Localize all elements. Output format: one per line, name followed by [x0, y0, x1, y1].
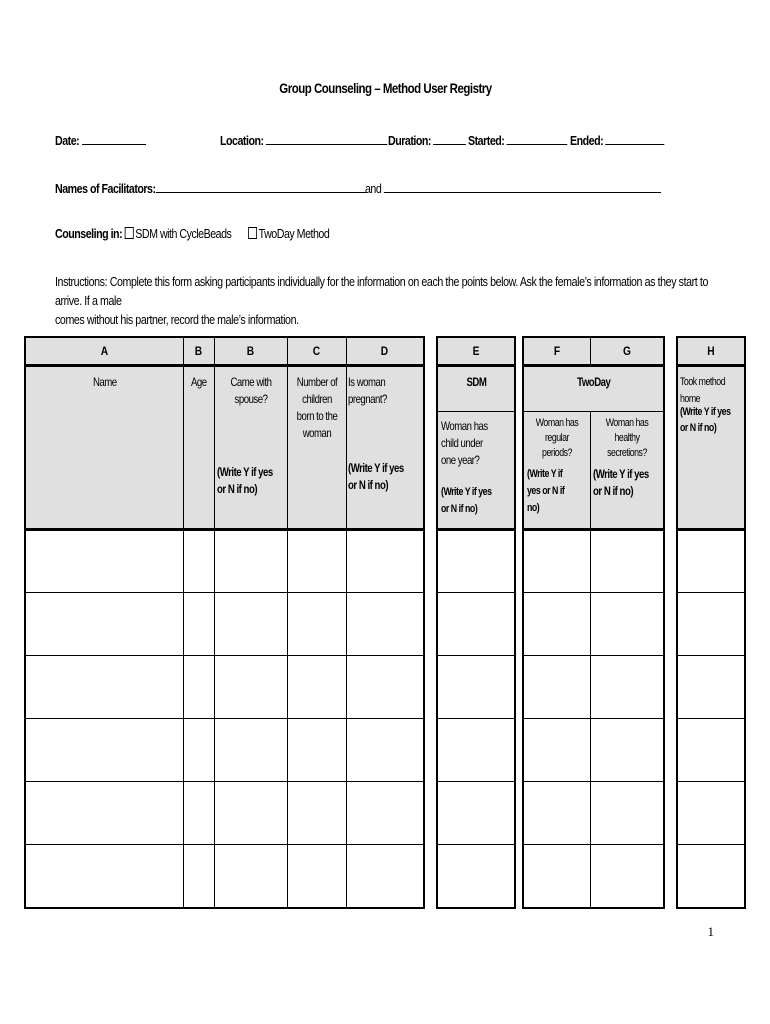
- duration-field[interactable]: Duration:: [388, 132, 466, 148]
- header-pregnant-note: (Write Y if yes or N if no): [348, 461, 404, 492]
- header-spouse-note: (Write Y if yes or N if no): [217, 465, 273, 496]
- counseling-in-label: Counseling in:: [55, 226, 123, 241]
- facilitators-second-field[interactable]: and: [365, 180, 661, 196]
- table-row-3[interactable]: [26, 656, 423, 718]
- counseling-in: [55, 226, 231, 241]
- column-letter-g: G: [623, 344, 631, 358]
- page-number: 1: [707, 924, 714, 939]
- header-took: Took method home: [680, 376, 726, 405]
- column-letter-h: H: [707, 344, 715, 358]
- column-letter-d: D: [380, 344, 389, 358]
- header-pregnant: Is woman pregnant?: [348, 375, 387, 406]
- header-children: Number of children born to the woman: [296, 375, 338, 440]
- header-age: Age: [190, 375, 207, 389]
- participant-table-main: [24, 336, 425, 909]
- header-took-note: (Write Y if yes or N if no): [680, 406, 731, 434]
- instructions: [55, 272, 711, 329]
- location-field[interactable]: Location:: [220, 132, 387, 148]
- instructions-line-2: comes without his partner, record the male’s information.: [55, 312, 299, 327]
- header-twoday: TwoDay: [576, 375, 611, 389]
- header-spouse: Came with spouse?: [230, 375, 272, 406]
- column-letter-b: B: [194, 344, 203, 358]
- participant-table-took: [676, 336, 746, 909]
- twoday-option: [248, 226, 329, 241]
- ended-field[interactable]: Ended:: [570, 132, 665, 148]
- header-secretions-note: (Write Y if yes or N if no): [593, 467, 649, 498]
- table-row-2[interactable]: [26, 593, 423, 655]
- sdm-checkbox[interactable]: [125, 227, 134, 239]
- table-row-1[interactable]: [26, 531, 423, 592]
- table-row-5[interactable]: [26, 782, 423, 844]
- table-row-4[interactable]: [26, 719, 423, 781]
- twoday-option-label: TwoDay Method: [258, 226, 330, 241]
- participant-table-sdm: [436, 336, 516, 909]
- table-row-6[interactable]: [26, 845, 423, 907]
- column-letter-b2: B: [246, 344, 255, 358]
- header-sdm-note: (Write Y if yes or N if no): [441, 486, 492, 515]
- form-title: Group Counseling – Method User Registry: [278, 80, 492, 96]
- header-sdm: SDM: [466, 375, 486, 389]
- facilitators-field[interactable]: Names of Facilitators:: [55, 180, 367, 196]
- header-name: Name: [92, 375, 117, 389]
- header-periods: Woman has regular periods?: [535, 417, 579, 459]
- date-field[interactable]: Date:: [55, 132, 146, 148]
- instructions-line-1: Instructions: Complete this form asking participants individually for the information on each the points below. Ask the female’s information as they start to arrive. If a male: [55, 274, 708, 308]
- column-letter-a: A: [100, 344, 109, 358]
- column-letter-f: F: [553, 344, 561, 358]
- started-field[interactable]: Started:: [468, 132, 568, 148]
- header-periods-note: (Write Y if yes or N if no): [527, 468, 565, 514]
- header-sdm-question: Woman has child under one year?: [441, 419, 488, 467]
- header-secretions: Woman has healthy secretions?: [605, 417, 649, 459]
- column-letter-e: E: [472, 344, 480, 358]
- twoday-checkbox[interactable]: [248, 227, 257, 239]
- participant-table-twoday: [522, 336, 665, 909]
- column-letter-c: C: [312, 344, 321, 358]
- sdm-option-label: SDM with CycleBeads: [135, 226, 232, 241]
